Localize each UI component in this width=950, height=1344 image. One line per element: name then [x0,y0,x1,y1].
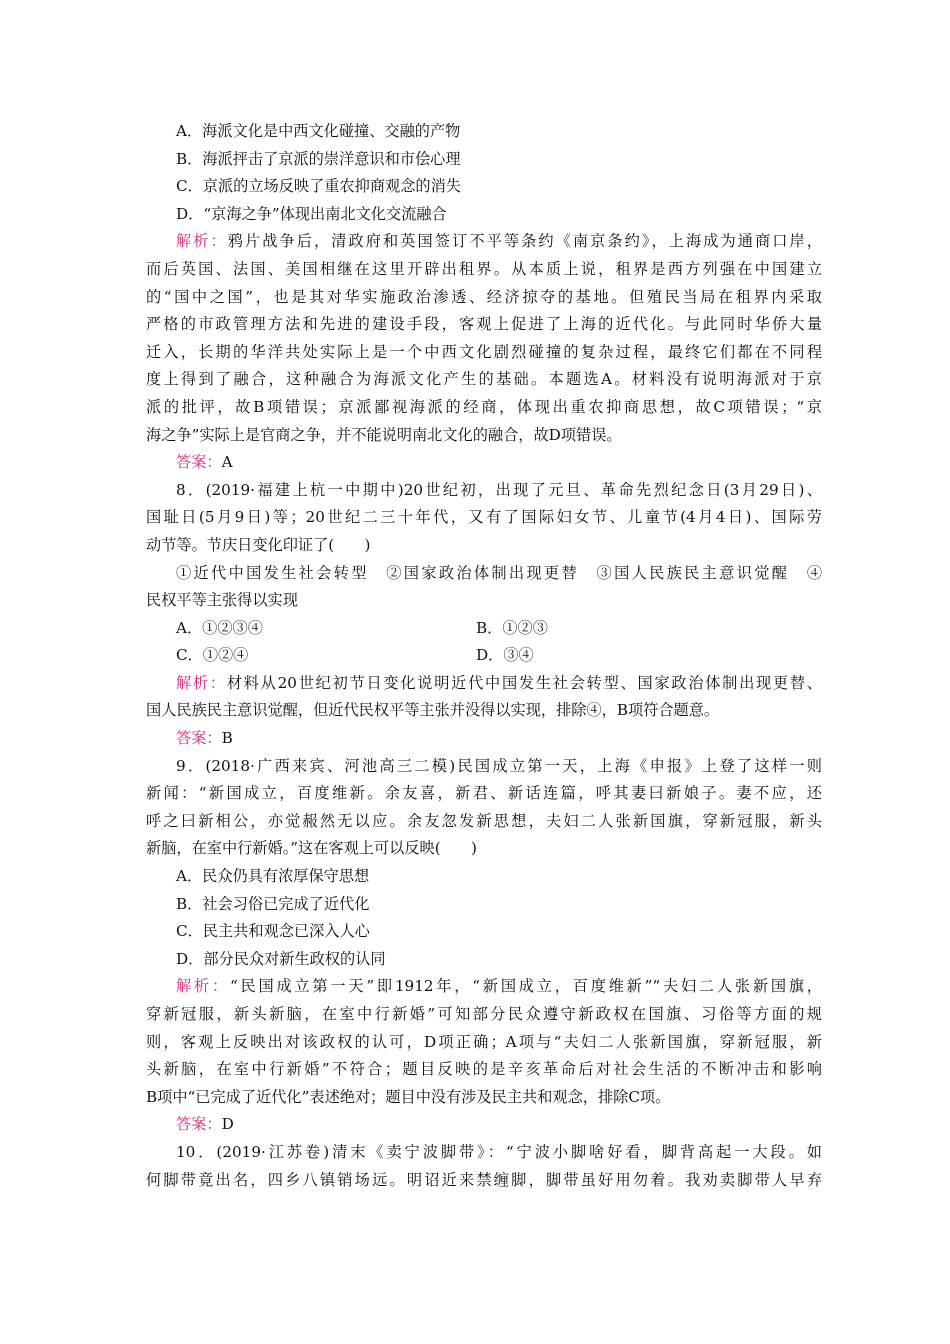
q7-answer: 答案：A [176,453,233,472]
q8-answer: 答案：B [176,729,233,748]
q9-option-d: D．部分民众对新生政权的认同 [176,949,386,968]
q8-options-row [146,642,822,670]
q8-option-d: D．③④ [476,646,534,665]
q8-stem-line: 动节等。节庆日变化印证了( ) [146,535,371,554]
q7-analysis-line: 派的批评，故B项错误；京派鄙视海派的经商，体现出重农抑商思想，故C项错误；“京 [146,397,822,416]
document-page [146,118,822,1194]
q9-stem-line: 呼之曰新相公，亦觉赧然无以应。余友忽发新思想，夫妇二人张新国旗，穿新冠服，新头 [146,811,822,830]
q7-option-b: B．海派抨击了京派的崇洋意识和市侩心理 [176,149,461,168]
q9-option-a: A．民众仍具有浓厚保守思想 [176,867,370,886]
q9-analysis-line: 穿新冠服，新头新脑，在室中行新婚”可知部分民众遵守新政权在国旗、习俗等方面的规 [146,1005,822,1023]
answer-label: 答案： [176,1115,222,1134]
q9-option-c: C．民主共和观念已深入人心 [176,922,370,941]
answer-label: 答案： [176,729,222,748]
q9-answer: 答案：D [176,1115,234,1134]
q10-stem-line: 10．(2019·江苏卷)清末《卖宁波脚带》：“宁波小脚啥好看，脚背高起一大段。如 [176,1142,822,1161]
q7-option-d: D．“京海之争”体现出南北文化交流融合 [176,204,447,223]
q9-analysis-line: 头新脑，在室中行新婚”不符合；题目反映的是辛亥革命后对社会生活的不断冲击和影响 [146,1060,822,1079]
q9-analysis-line: B项中“已完成了近代化”表述绝对；题目中没有涉及民主共和观念，排除C项。 [146,1087,671,1106]
analysis-label: 解析： [176,232,228,251]
q7-analysis-line: 的“国中之国”，也是其对华实施政治渗透、经济掠夺的基地。但殖民当局在租界内采取 [146,287,822,306]
analysis-label: 解析： [176,977,230,996]
answer-label: 答案： [176,453,222,472]
q9-stem-line: 新脑，在室中行新婚。”这在客观上可以反映( ) [146,839,477,858]
q8-options-row [146,615,822,643]
q8-stem-line: 8．(2019·福建上杭一中期中)20世纪初，出现了元旦、革命先烈纪念日(3月29日)、 [176,480,822,499]
q8-stem-line: 国耻日(5月9日)等；20世纪二三十年代，又有了国际妇女节、儿童节(4月4日)、国际劳 [146,508,822,527]
q9-stem-line: 新闻：“新国成立，百度维新。余友喜，新君、新话连篇，呼其妻曰新娘子。妻不应，还 [146,784,822,803]
q10-stem-line: 何脚带竟出名，四乡八镇销场远。明诏近来禁缠脚，脚带虽好用勿着。我劝卖脚带人早弃 [146,1170,822,1189]
q7-option-a: A．海派文化是中西文化碰撞、交融的产物 [176,122,461,140]
q7-analysis-line: 严格的市政管理方法和先进的建设手段，客观上促进了上海的近代化。与此同时华侨大量 [146,315,822,334]
q9-analysis-line: 解析：“民国成立第一天”即1912年，“新国成立，百度维新”“夫妇二人张新国旗， [176,977,822,996]
q9-stem-line: 9．(2018·广西来宾、河池高三二模)民国成立第一天，上海《申报》上登了这样一则 [176,756,822,775]
q8-option-a: A．①②③④ [176,618,263,637]
q7-analysis-line: 解析：鸦片战争后，清政府和英国签订不平等条约《南京条约》，上海成为通商口岸， [176,232,822,251]
q8-option-b: B．①②③ [476,618,548,637]
analysis-label: 解析： [176,673,227,692]
q8-items-line: ①近代中国发生社会转型 ②国家政治体制出现更替 ③国人民族民主意识觉醒 ④ [176,563,822,582]
q9-analysis-line: 则，客观上反映出对该政权的认可，D项正确；A项与“夫妇二人张新国旗，穿新冠服，新 [146,1032,822,1051]
q7-option-c: C．京派的立场反映了重农抑商观念的消失 [176,177,461,196]
q8-analysis-line: 解析：材料从20世纪初节日变化说明近代中国发生社会转型、国家政治体制出现更替、 [176,673,822,692]
q8-analysis-line: 国人民族民主意识觉醒，但近代民权平等主张并没得以实现，排除④，B项符合题意。 [146,701,720,720]
q7-analysis-line: 海之争”实际上是官商之争，并不能说明南北文化的融合，故D项错误。 [146,425,622,444]
q9-option-b: B．社会习俗已完成了近代化 [176,894,370,913]
q8-option-c: C．①②④ [176,646,249,665]
q7-analysis-line: 度上得到了融合，这种融合为海派文化产生的基础。本题选A。材料没有说明海派对于京 [146,370,822,389]
q7-analysis-line: 迁入，长期的华洋共处实际上是一个中西文化剧烈碰撞的复杂过程，最终它们都在不同程 [146,342,822,361]
q8-items-line: 民权平等主张得以实现 [146,591,298,610]
q7-analysis-line: 而后英国、法国、美国相继在这里开辟出租界。从本质上说，租界是西方列强在中国建立 [146,259,822,278]
